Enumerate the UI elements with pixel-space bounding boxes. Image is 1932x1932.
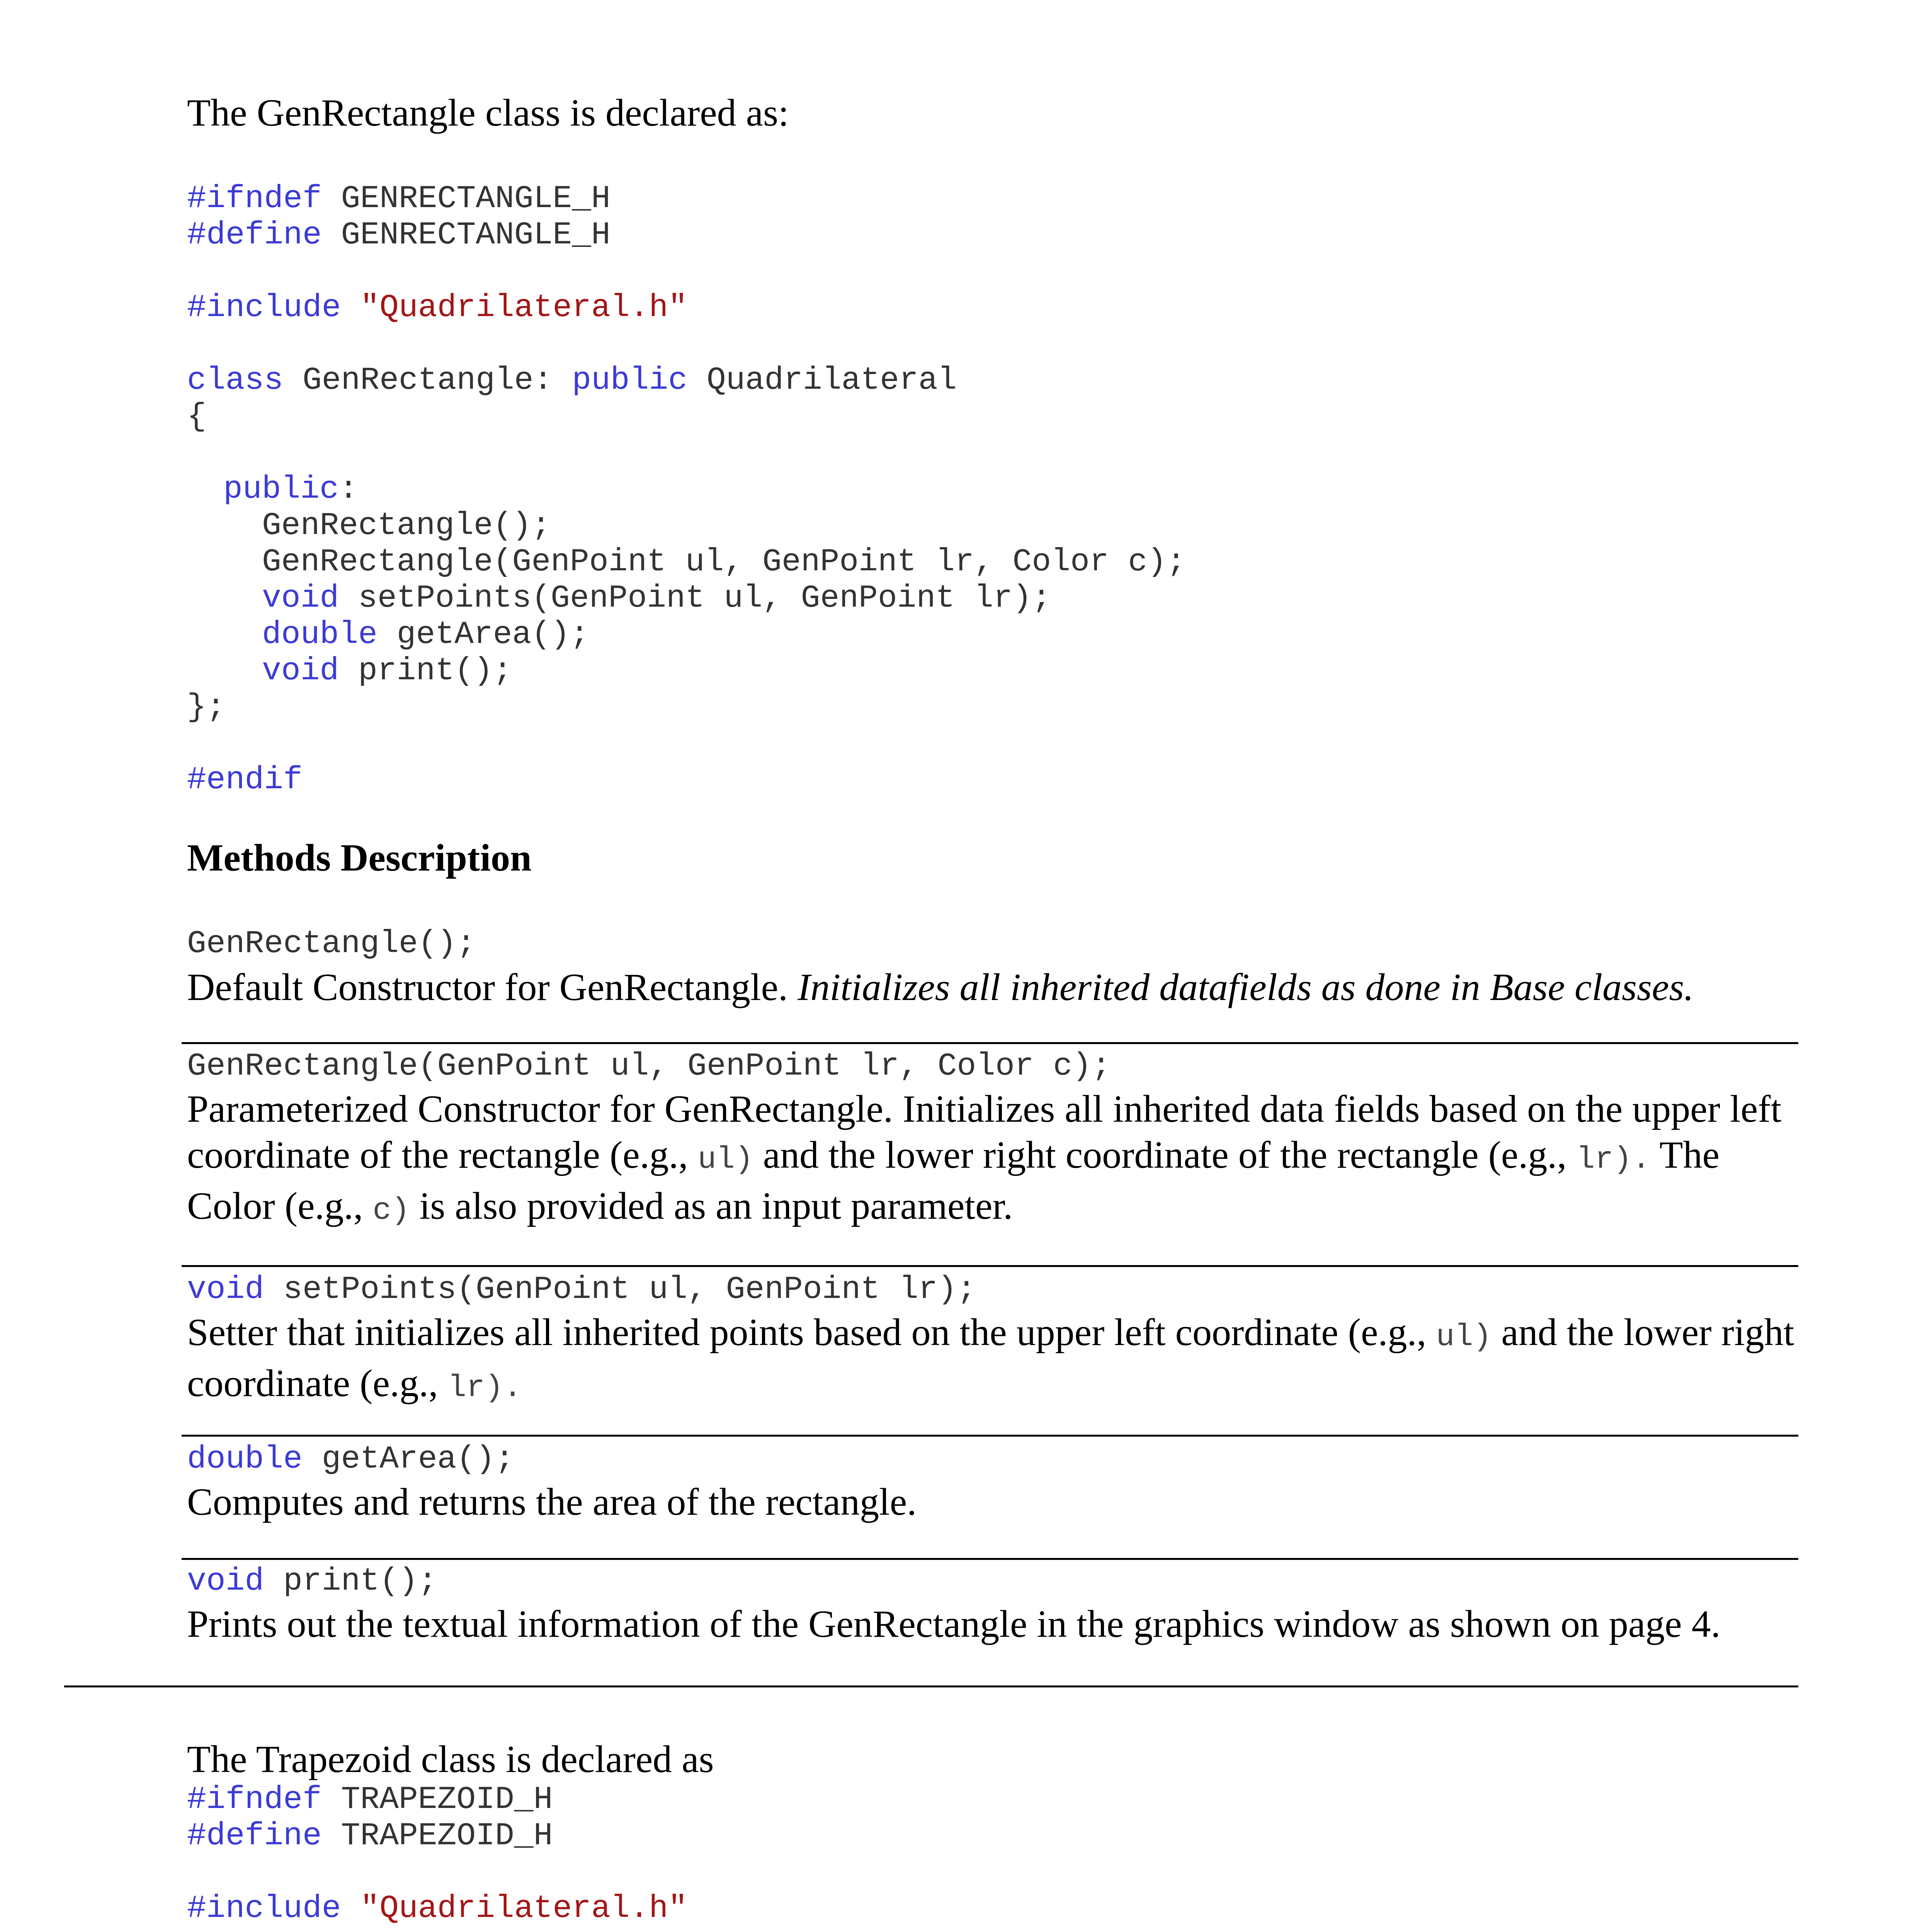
description-text: and the lower right coordinate of the rectangle (e.g., — [753, 1133, 1577, 1176]
genrectangle-code-endif — [187, 762, 303, 798]
access-label: public — [223, 471, 339, 507]
description-text: and the lower right coordinate (e.g., — [187, 1311, 1794, 1405]
description-text: Setter that initializes all inherited points based on the upper left coordinate (e.g., — [187, 1311, 1436, 1354]
method-signature — [187, 1563, 437, 1599]
preprocessor-keyword: #include — [187, 289, 341, 326]
trapezoid-code-line-include — [187, 1890, 687, 1927]
method-signature — [187, 1271, 976, 1308]
trapezoid-code-line-ifndef — [187, 1781, 553, 1818]
genrectangle-code-line-define — [187, 217, 611, 253]
inline-code: ul) — [697, 1142, 753, 1177]
method-signature-rest: print(); — [283, 1563, 437, 1599]
preprocessor-keyword: #define — [187, 1818, 322, 1854]
inline-code: c) — [372, 1193, 410, 1228]
genrectangle-code-ctor-default: GenRectangle(); — [262, 507, 551, 544]
type-keyword: double — [262, 616, 378, 653]
class-name: GenRectangle: — [302, 362, 553, 398]
section-divider — [64, 1685, 1798, 1687]
genrectangle-code-print — [262, 653, 512, 689]
trapezoid-code-line-define — [187, 1818, 553, 1854]
base-class-name: Quadrilateral — [706, 362, 957, 398]
trapezoid-intro: The Trapezoid class is declared as — [187, 1738, 714, 1781]
inline-code: lr). — [447, 1371, 522, 1406]
inline-code: ul) — [1436, 1320, 1492, 1355]
method-signature-rest: getArea(); — [321, 1441, 514, 1477]
description-text: is also provided as an input parameter. — [410, 1184, 1013, 1227]
genrectangle-code-line-include — [187, 289, 687, 326]
genrectangle-code-line-class — [187, 362, 957, 398]
genrectangle-code-setpoints — [262, 580, 1051, 616]
public-keyword: public — [572, 362, 688, 398]
genrectangle-code-open-brace: { — [187, 398, 206, 435]
preprocessor-keyword: #ifndef — [187, 1781, 322, 1818]
method-signature: print(); — [358, 653, 512, 689]
genrectangle-code-close-brace: }; — [187, 689, 226, 725]
divider — [182, 1042, 1798, 1044]
methods-description-heading: Methods Description — [187, 836, 532, 879]
class-keyword: class — [187, 362, 284, 398]
genrectangle-code-line-ifndef — [187, 180, 611, 217]
type-keyword: void — [262, 580, 339, 616]
macro-name: TRAPEZOID_H — [341, 1818, 553, 1854]
description-text: Parameterized Constructor for GenRectangle. Initializes all inherited data fields based on the upper left coordinate of the rectangle (e.g., — [187, 1087, 1782, 1176]
description-text: The Color (e.g., — [187, 1133, 1720, 1227]
divider — [182, 1435, 1798, 1437]
inline-code: lr). — [1576, 1142, 1651, 1177]
divider — [182, 1265, 1798, 1267]
genrectangle-code-line-access — [223, 471, 358, 507]
method-description: Computes and returns the area of the rectangle. — [187, 1480, 917, 1523]
type-keyword: void — [187, 1271, 264, 1308]
macro-name: GENRECTANGLE_H — [341, 180, 611, 217]
type-keyword: double — [187, 1441, 303, 1477]
description-text: Default Constructor for GenRectangle. — [187, 966, 798, 1009]
macro-name: TRAPEZOID_H — [341, 1781, 553, 1818]
preprocessor-keyword: #ifndef — [187, 180, 322, 217]
method-description: Prints out the textual information of the GenRectangle in the graphics window as shown on page 4. — [187, 1602, 1721, 1645]
access-colon: : — [338, 471, 358, 507]
method-signature: GenRectangle(); — [187, 925, 476, 962]
genrectangle-intro: The GenRectangle class is declared as: — [187, 91, 789, 134]
include-file: "Quadrilateral.h" — [360, 289, 688, 326]
preprocessor-keyword: #endif — [187, 762, 303, 798]
macro-name: GENRECTANGLE_H — [341, 217, 611, 253]
method-signature: getArea(); — [396, 616, 589, 653]
method-signature: GenRectangle(GenPoint ul, GenPoint lr, Color c); — [187, 1048, 1111, 1084]
type-keyword: void — [187, 1563, 264, 1599]
method-description — [187, 964, 1694, 1010]
method-description — [187, 1086, 1794, 1234]
description-italic: Initializes all inherited datafields as done in Base classes. — [798, 966, 1694, 1009]
preprocessor-keyword: #define — [187, 217, 322, 253]
method-signature-rest: setPoints(GenPoint ul, GenPoint lr); — [283, 1271, 976, 1308]
preprocessor-keyword: #include — [187, 1890, 341, 1927]
method-signature: setPoints(GenPoint ul, GenPoint lr); — [358, 580, 1051, 616]
divider — [182, 1558, 1798, 1560]
type-keyword: void — [262, 653, 339, 689]
include-file: "Quadrilateral.h" — [360, 1890, 688, 1927]
method-signature — [187, 1441, 514, 1477]
genrectangle-code-ctor-params: GenRectangle(GenPoint ul, GenPoint lr, Color c); — [262, 544, 1186, 580]
method-description — [187, 1309, 1794, 1411]
genrectangle-code-getarea — [262, 616, 589, 653]
